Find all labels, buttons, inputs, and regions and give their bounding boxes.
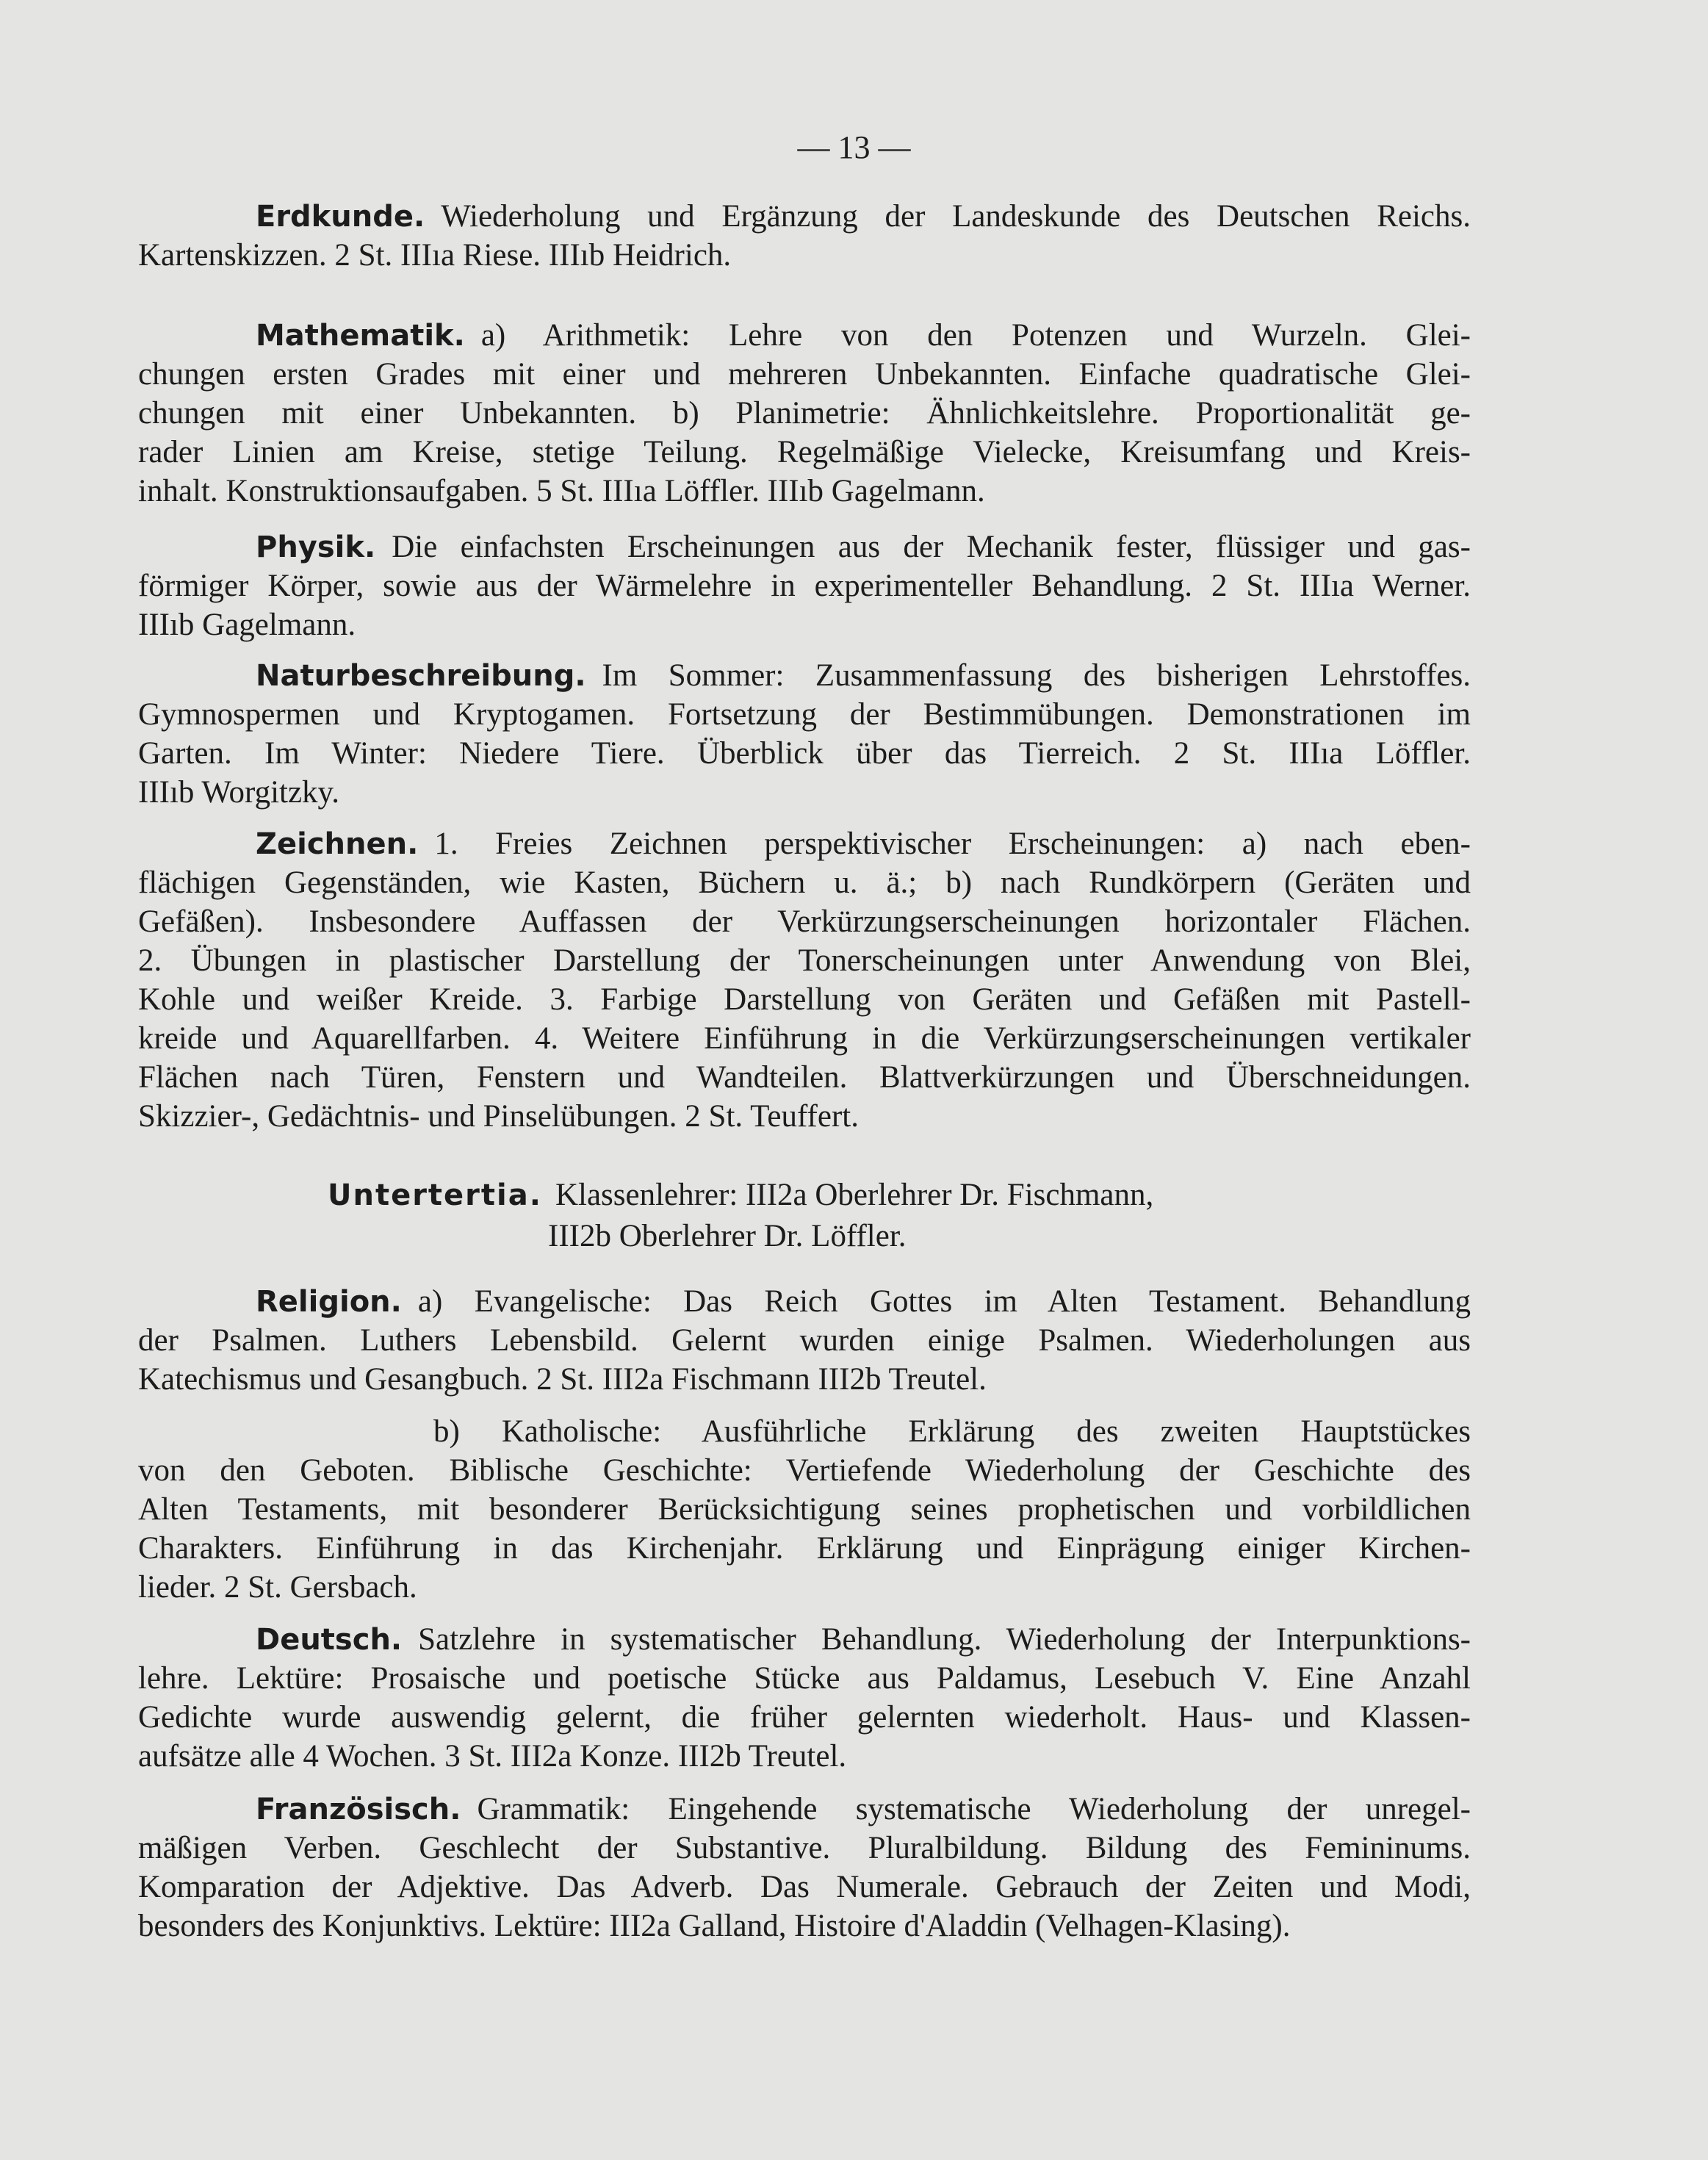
line-text: förmiger Körper, sowie aus der Wärmelehre in experimenteller Behandlung. 2 St. IIIıa Werner. xyxy=(138,569,1471,603)
text-line xyxy=(138,528,1471,566)
line-text: Komparation der Adjektive. Das Adverb. Das Numerale. Gebrauch der Zeiten und Modi, xyxy=(138,1870,1471,1904)
text-line xyxy=(138,1529,1471,1568)
line-text: Flächen nach Türen, Fenstern und Wandteilen. Blattverkürzungen und Überschneidungen. xyxy=(138,1060,1471,1095)
line-text: Katechismus und Gesangbuch. 2 St. III2a Fischmann III2b Treutel. xyxy=(138,1362,987,1397)
section-heading: Religion. xyxy=(256,1285,402,1319)
text-line xyxy=(138,656,1471,695)
text-line xyxy=(138,695,1471,734)
text-line xyxy=(138,1019,1471,1058)
line-text: a) Arithmetik: Lehre von den Potenzen und Wurzeln. Glei- xyxy=(480,318,1471,353)
line-text: flächigen Gegenständen, wie Kasten, Büchern u. ä.; b) nach Rundkörpern (Geräten und xyxy=(138,865,1471,900)
line-text: Im Sommer: Zusammenfassung des bisherigen Lehrstoffes. xyxy=(602,658,1471,693)
text-line xyxy=(138,605,1471,644)
line-text: Die einfachsten Erscheinungen aus der Mechanik fester, flüssiger und gas- xyxy=(392,530,1471,564)
text-line xyxy=(138,1321,1471,1360)
line-text: kreide und Aquarellfarben. 4. Weitere Einführung in die Verkürzungserscheinungen vertikaler xyxy=(138,1021,1471,1056)
line-text: IIIıb Worgitzky. xyxy=(138,775,339,810)
line-text: Satzlehre in systematischer Behandlung. Wiederholung der Interpunktions- xyxy=(418,1622,1471,1657)
line-text: Kartenskizzen. 2 St. IIIıa Riese. IIIıb Heidrich. xyxy=(138,238,732,273)
text-line xyxy=(138,236,1471,275)
section-physik xyxy=(138,528,1471,644)
line-text: aufsätze alle 4 Wochen. 3 St. III2a Konze. III2b Treutel. xyxy=(138,1739,847,1774)
line-text: von den Geboten. Biblische Geschichte: Vertiefende Wiederholung der Geschichte des xyxy=(138,1453,1471,1488)
line-text: Garten. Im Winter: Niedere Tiere. Überblick über das Tierreich. 2 St. IIIıa Löffler. xyxy=(138,736,1471,771)
section-deutsch xyxy=(138,1620,1471,1776)
line-text: chungen ersten Grades mit einer und mehreren Unbekannten. Einfache quadratische Glei- xyxy=(138,357,1471,392)
text-line xyxy=(138,1620,1471,1659)
line-text: 1. Freies Zeichnen perspektivischer Erscheinungen: a) nach eben- xyxy=(434,827,1471,861)
text-line xyxy=(138,566,1471,605)
line-text: Kohle und weißer Kreide. 3. Farbige Darstellung von Geräten und Gefäßen mit Pastell- xyxy=(138,982,1471,1017)
section-heading: Zeichnen. xyxy=(256,827,419,861)
section-heading: Mathematik. xyxy=(256,319,465,353)
section-erdkunde xyxy=(138,197,1471,275)
section-heading: Französisch. xyxy=(256,1793,461,1826)
line-text: Grammatik: Eingehende systematische Wiederholung der unregel- xyxy=(477,1792,1471,1826)
section-zeichnen xyxy=(138,824,1471,1136)
text-line xyxy=(138,1058,1471,1097)
line-text: Skizzier-, Gedächtnis- und Pinselübungen. 2 St. Teuffert. xyxy=(138,1099,859,1134)
line-text: mäßigen Verben. Geschlecht der Substantive. Pluralbildung. Bildung des Femininums. xyxy=(138,1831,1471,1865)
text-line xyxy=(138,1698,1471,1737)
text-line xyxy=(138,902,1471,941)
class-header xyxy=(328,1176,1153,1214)
text-line xyxy=(138,197,1471,236)
line-text: Gymnospermen und Kryptogamen. Fortsetzung der Bestimmübungen. Demonstrationen im xyxy=(138,697,1471,732)
section-franzoesisch xyxy=(138,1790,1471,1945)
text-line xyxy=(138,1737,1471,1776)
text-line xyxy=(138,472,1471,511)
text-line xyxy=(138,1360,1471,1399)
text-line xyxy=(138,1868,1471,1907)
line-text: b) Katholische: Ausführliche Erklärung des zweiten Hauptstückes xyxy=(433,1414,1471,1449)
line-text: Charakters. Einführung in das Kirchenjahr. Erklärung und Einprägung einiger Kirchen- xyxy=(138,1531,1471,1566)
text-line xyxy=(138,1282,1471,1321)
text-line xyxy=(138,1568,1471,1607)
text-line xyxy=(138,433,1471,472)
text-line xyxy=(138,941,1471,980)
section-heading: Erdkunde. xyxy=(256,200,425,234)
section-naturbeschreibung xyxy=(138,656,1471,812)
text-line xyxy=(138,316,1471,355)
line-text: lieder. 2 St. Gersbach. xyxy=(138,1570,417,1605)
text-line xyxy=(138,1490,1471,1529)
line-text: Alten Testaments, mit besonderer Berücksichtigung seines prophetischen und vorbildlichen xyxy=(138,1492,1471,1527)
class-header-continued xyxy=(548,1217,907,1256)
line-text: rader Linien am Kreise, stetige Teilung. Regelmäßige Vielecke, Kreisumfang und Kreis- xyxy=(138,435,1471,469)
text-line xyxy=(138,980,1471,1019)
line-text: Gefäßen). Insbesondere Auffassen der Verkürzungserscheinungen horizontaler Flächen. xyxy=(138,904,1471,939)
line-text: chungen mit einer Unbekannten. b) Planimetrie: Ähnlichkeitslehre. Proportionalität ge- xyxy=(138,396,1471,431)
section-mathematik xyxy=(138,316,1471,511)
section-religion-katholisch xyxy=(138,1412,1471,1607)
text-line xyxy=(138,1829,1471,1868)
text-line xyxy=(138,1451,1471,1490)
text-line xyxy=(138,1097,1471,1136)
line-text: besonders des Konjunktivs. Lektüre: III2a Galland, Histoire d'Aladdin (Velhagen-Klasing). xyxy=(138,1909,1291,1943)
section-heading: Naturbeschreibung. xyxy=(256,659,586,693)
class-title: Untertertia. xyxy=(328,1178,542,1212)
line-text: Wiederholung und Ergänzung der Landeskunde des Deutschen Reichs. xyxy=(441,199,1471,234)
line-text: inhalt. Konstruktionsaufgaben. 5 St. IIIıa Löffler. IIIıb Gagelmann. xyxy=(138,474,985,508)
line-text: lehre. Lektüre: Prosaische und poetische Stücke aus Paldamus, Lesebuch V. Eine Anzahl xyxy=(138,1661,1471,1696)
section-religion xyxy=(138,1282,1471,1399)
text-line xyxy=(138,863,1471,902)
text-line xyxy=(138,734,1471,773)
text-line xyxy=(138,1412,1471,1451)
class-teacher-line-2: III2b Oberlehrer Dr. Löffler. xyxy=(548,1219,907,1253)
line-text: IIIıb Gagelmann. xyxy=(138,608,356,642)
line-text: der Psalmen. Luthers Lebensbild. Gelernt wurden einige Psalmen. Wiederholungen aus xyxy=(138,1323,1471,1358)
text-line xyxy=(138,394,1471,433)
text-line xyxy=(138,1659,1471,1698)
text-line xyxy=(138,1907,1471,1945)
text-line xyxy=(138,1790,1471,1829)
text-line xyxy=(138,773,1471,812)
page-number: — 13 — xyxy=(797,129,911,165)
section-heading: Deutsch. xyxy=(256,1623,403,1657)
line-text: Gedichte wurde auswendig gelernt, die früher gelernten wiederholt. Haus- und Klassen- xyxy=(138,1700,1471,1735)
line-text: 2. Übungen in plastischer Darstellung der Tonerscheinungen unter Anwendung von Blei, xyxy=(138,943,1471,978)
section-heading: Physik. xyxy=(256,530,376,564)
text-line xyxy=(138,355,1471,394)
text-line xyxy=(138,824,1471,863)
class-teacher-line-1: Klassenlehrer: III2a Oberlehrer Dr. Fischmann, xyxy=(555,1178,1154,1212)
line-text: a) Evangelische: Das Reich Gottes im Alten Testament. Behandlung xyxy=(417,1284,1471,1319)
